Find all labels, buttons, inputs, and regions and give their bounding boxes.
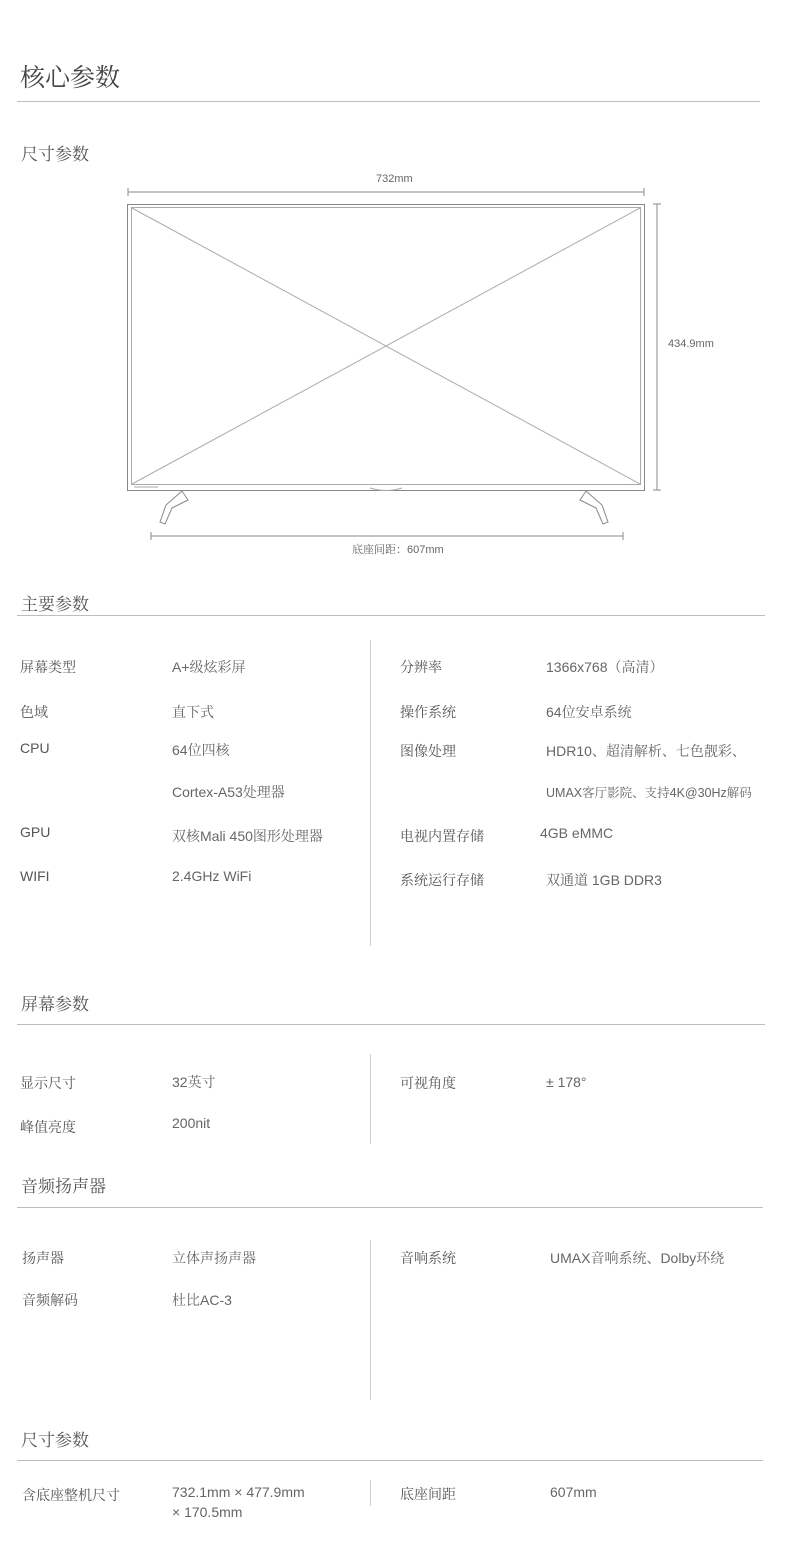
right-stand-leg bbox=[580, 491, 608, 524]
param-value: HDR10、超清解析、七色靓彩、 bbox=[546, 743, 746, 759]
base-distance-label: 底座间距：607mm bbox=[352, 544, 444, 556]
main-params-title: 主要参数 bbox=[21, 595, 89, 614]
param-value: 64位四核 bbox=[172, 742, 230, 758]
dimension-params-divider bbox=[17, 1460, 763, 1461]
param-label: 分辨率 bbox=[400, 659, 442, 675]
param-value: Cortex-A53处理器 bbox=[172, 784, 285, 800]
page-title: 核心参数 bbox=[20, 64, 121, 92]
width-dimension-label: 732mm bbox=[376, 173, 413, 185]
param-value: 607mm bbox=[550, 1484, 597, 1500]
param-label: 底座间距 bbox=[400, 1486, 456, 1502]
param-value: 732.1mm × 477.9mm bbox=[172, 1484, 305, 1500]
param-label: 系统运行存储 bbox=[400, 872, 484, 888]
dimension-params-column-divider bbox=[370, 1480, 371, 1506]
param-value: UMAX音响系统、Dolby环绕 bbox=[550, 1250, 725, 1266]
param-label: WIFI bbox=[20, 868, 50, 884]
param-value: 双核Mali 450图形处理器 bbox=[172, 828, 323, 844]
param-value: 直下式 bbox=[172, 704, 214, 720]
param-label: CPU bbox=[20, 740, 50, 756]
left-stand-leg bbox=[160, 491, 188, 524]
param-label: 含底座整机尺寸 bbox=[22, 1487, 120, 1503]
screen-params-column-divider bbox=[370, 1054, 371, 1144]
param-value: UMAX客厅影院、支持4K@30Hz解码 bbox=[546, 786, 752, 800]
audio-params-column-divider bbox=[370, 1240, 371, 1400]
param-label: 屏幕类型 bbox=[20, 659, 76, 675]
param-label: 操作系统 bbox=[400, 704, 456, 720]
param-label: 音响系统 bbox=[400, 1250, 456, 1266]
screen-params-divider bbox=[17, 1024, 765, 1025]
param-label: 图像处理 bbox=[400, 743, 456, 759]
param-label: 可视角度 bbox=[400, 1075, 456, 1091]
param-value: 双通道 1GB DDR3 bbox=[546, 872, 662, 888]
height-dimension-label: 434.9mm bbox=[668, 338, 714, 350]
param-label: 峰值亮度 bbox=[20, 1119, 76, 1135]
param-value: 杜比AC-3 bbox=[172, 1292, 232, 1308]
audio-params-divider bbox=[17, 1207, 763, 1208]
param-label: 显示尺寸 bbox=[20, 1075, 76, 1091]
param-label: GPU bbox=[20, 824, 51, 840]
param-label: 音频解码 bbox=[22, 1292, 78, 1308]
param-label: 色域 bbox=[20, 704, 48, 720]
param-value: × 170.5mm bbox=[172, 1504, 243, 1520]
main-params-divider bbox=[17, 615, 765, 616]
param-label: 电视内置存储 bbox=[400, 828, 484, 844]
screen-params-title: 屏幕参数 bbox=[21, 995, 89, 1014]
param-value: 4GB eMMC bbox=[540, 825, 614, 841]
dimension-params-title: 尺寸参数 bbox=[21, 1431, 89, 1450]
param-value: 2.4GHz WiFi bbox=[172, 868, 252, 884]
main-params-column-divider bbox=[370, 640, 371, 946]
param-value: 1366x768（高清） bbox=[546, 659, 664, 675]
param-value: 立体声扬声器 bbox=[172, 1250, 256, 1266]
param-label: 扬声器 bbox=[22, 1250, 64, 1266]
param-value: A+级炫彩屏 bbox=[172, 659, 246, 675]
param-value: 64位安卓系统 bbox=[546, 704, 632, 720]
param-value: 32英寸 bbox=[172, 1074, 216, 1090]
param-value: 200nit bbox=[172, 1115, 211, 1131]
size-section-title: 尺寸参数 bbox=[21, 145, 89, 164]
audio-params-title: 音频扬声器 bbox=[21, 1177, 106, 1196]
param-value: ± 178° bbox=[546, 1074, 587, 1090]
